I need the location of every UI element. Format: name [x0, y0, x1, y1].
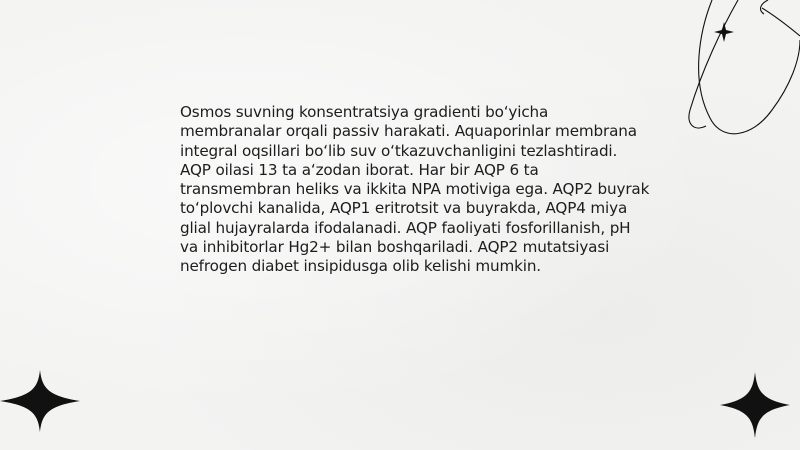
four-point-star-icon — [720, 372, 790, 438]
body-text: Osmos suvning konsentratsiya gradienti boʻyicha membranalar orqali passiv harakati. Aquaporinlar membrana integral oqsillari boʻlib suv oʻtkazuvchanligini tezlashtiradi. AQP oilasi 13 ta aʻzodan iborat. Har bir AQP 6 ta transmembran heliks va ikkita NPA motiviga ega. AQP2 buyrak toʻplovchi kanalida, AQP1 eritrotsit va buyrakda, AQP4 miya glial hujayralarda ifodalanadi. AQP faoliyati fosforillanish, pH va inhibitorlar Hg2+ bilan boshqariladi. AQP2 mutatsiyasi nefrogen diabet insipidusga olib kelishi mumkin. — [180, 103, 650, 276]
four-point-star-icon — [0, 370, 80, 432]
orbit-lines-icon — [660, 0, 800, 150]
